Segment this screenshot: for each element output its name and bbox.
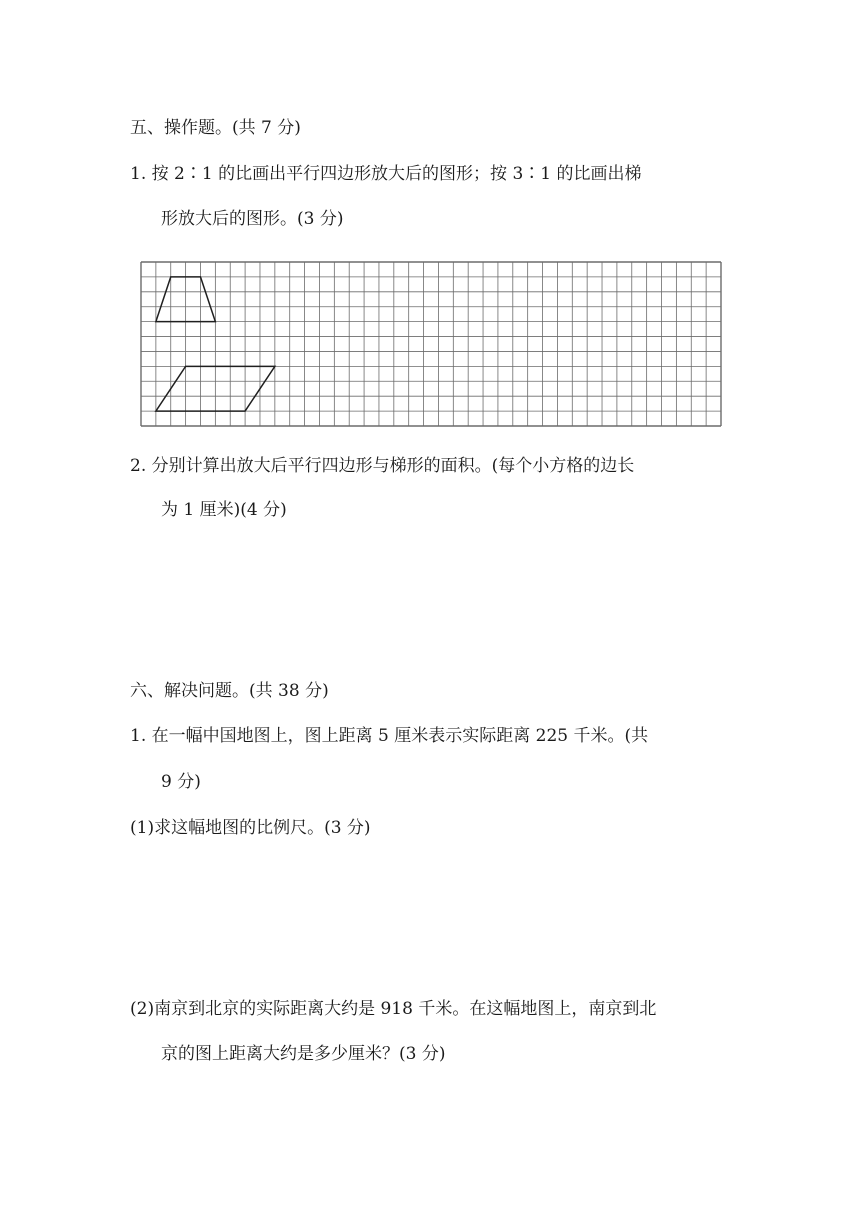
subquestion-2-line-2: 京的图上距离大约是多少厘米？(3 分) [161,1044,446,1064]
question-2-line-1: 2. 分别计算出放大后平行四边形与梯形的面积。(每个小方格的边长 [130,456,635,476]
question-1-line-1: 1. 按 2∶1 的比画出平行四边形放大后的图形；按 3∶1 的比画出梯 [130,164,642,184]
question-2-line-2: 为 1 厘米)(4 分) [161,500,287,520]
grid-canvas [140,261,722,427]
subquestion-1: (1)求这幅地图的比例尺。(3 分) [130,818,371,838]
problem-1-line-2: 9 分) [161,772,201,792]
section5-heading: 五、操作题。(共 7 分) [130,118,301,138]
subquestion-2-line-1: (2)南京到北京的实际距离大约是 918 千米。在这幅地图上，南京到北 [130,999,657,1019]
drawing-grid [140,261,722,427]
problem-1-line-1: 1. 在一幅中国地图上，图上距离 5 厘米表示实际距离 225 千米。(共 [130,726,649,746]
question-1-line-2: 形放大后的图形。(3 分) [161,209,344,229]
grid-lines [141,262,721,426]
section6-heading: 六、解决问题。(共 38 分) [130,681,329,701]
